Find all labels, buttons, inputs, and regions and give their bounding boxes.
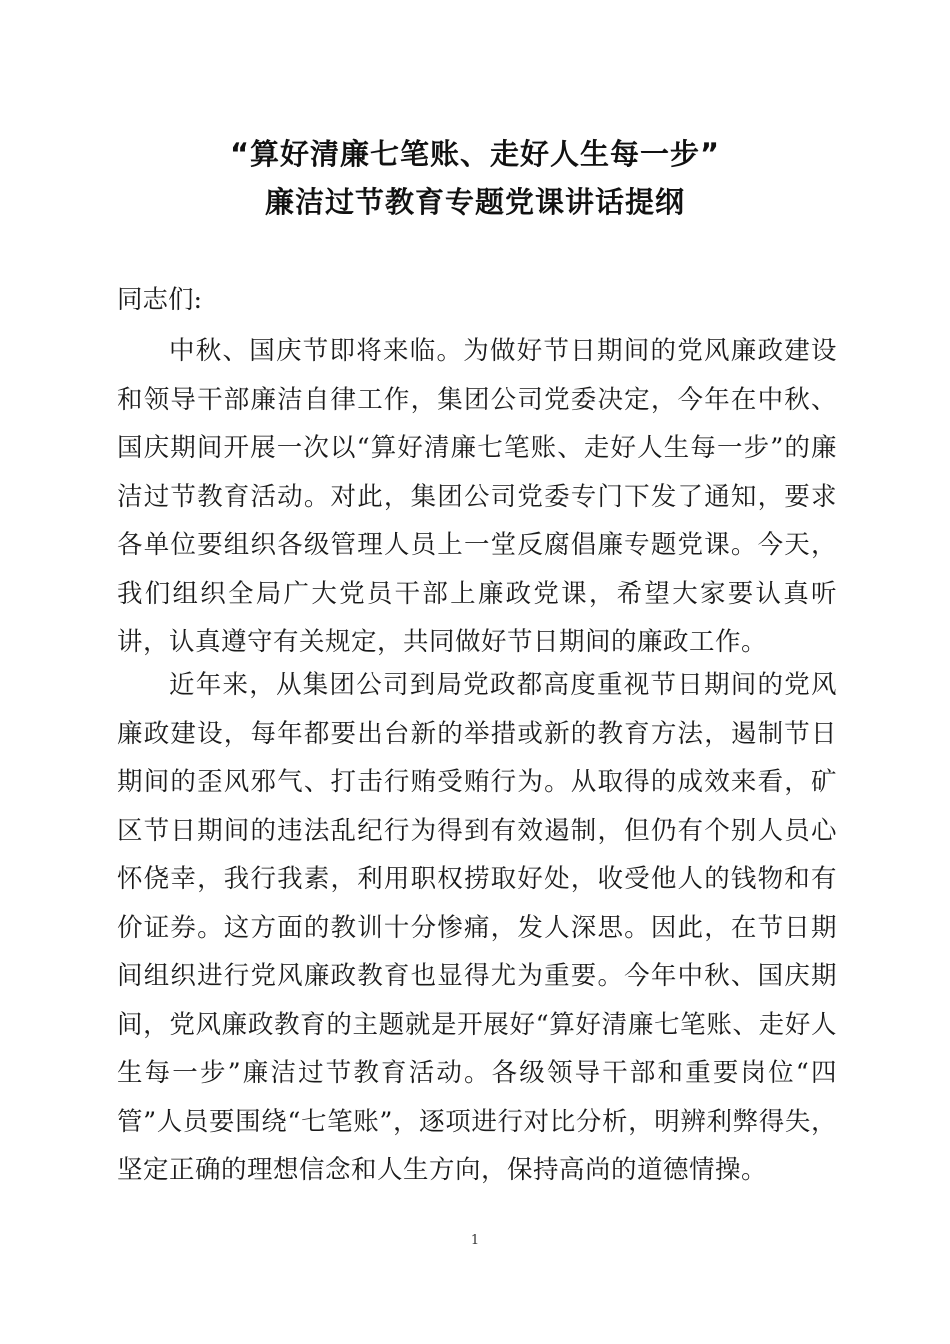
document-title-line-2: 廉洁过节教育专题党课讲话提纲	[264, 185, 685, 219]
paragraph-1: 中秋、国庆节即将来临。为做好节日期间的党风廉政建设和领导干部廉洁自律工作，集团公司党委决定，今年在中秋、国庆期间开展一次以“算好清廉七笔账、走好人生每一步”的廉洁过节教育活动。对此，集团公司党委专门下发了通知，要求各单位要组织各级管理人员上一堂反腐倡廉专题党课。今天，我们组织全局广大党员干部上廉政党课，希望大家要认真听讲，认真遵守有关规定，共同做好节日期间的廉政工作。	[117, 336, 837, 657]
paragraph-2: 近年来，从集团公司到局党政都高度重视节日期间的党风廉政建设，每年都要出台新的举措或新的教育方法，遏制节日期间的歪风邪气、打击行贿受贿行为。从取得的成效来看，矿区节日期间的违法乱纪行为得到有效遏制，但仍有个别人员心怀侥幸，我行我素，利用职权捞取好处，收受他人的钱物和有价证券。这方面的教训十分惨痛，发人深思。因此，在节日期间组织进行党风廉政教育也显得尤为重要。今年中秋、国庆期间，党风廉政教育的主题就是开展好“算好清廉七笔账、走好人生每一步”廉洁过节教育活动。各级领导干部和重要岗位“四管”人员要围绕“七笔账”，逐项进行对比分析，明辨利弊得失，坚定正确的理想信念和人生方向，保持高尚的道德情操。	[117, 670, 837, 1185]
page-number: 1	[470, 1233, 480, 1248]
document-title-line-1: “算好清廉七笔账、走好人生每一步”	[229, 137, 721, 171]
salutation: 同志们:	[117, 285, 203, 315]
